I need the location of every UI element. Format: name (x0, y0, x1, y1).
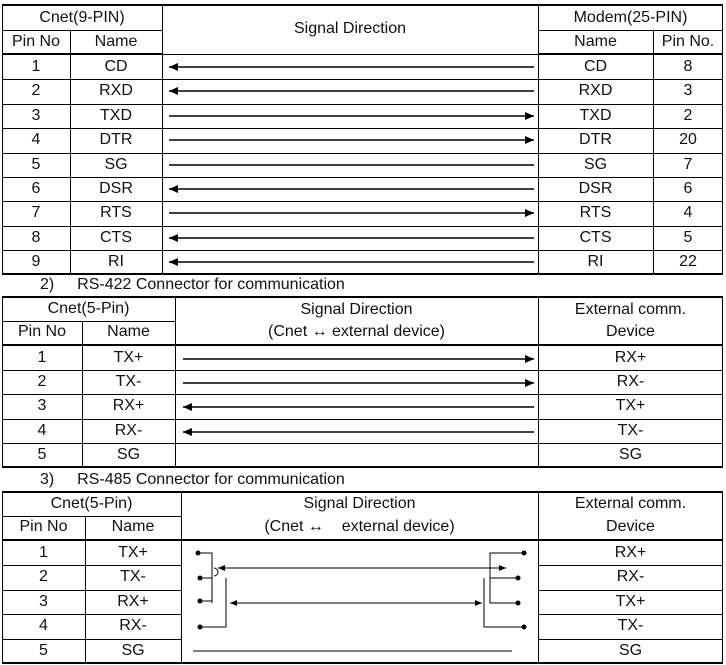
rs485-node-left-2 (198, 576, 203, 581)
rs485-name-header: Name (111, 518, 155, 535)
rs232-pin-no: 1 (31, 58, 41, 75)
rs232-name: TXD (100, 107, 132, 124)
rs485-external-subheader: Device (606, 518, 655, 535)
rs422-name: TX- (115, 373, 142, 390)
rs422-signal-direction-header: Signal Direction (300, 301, 413, 318)
rs485-pin-no: 3 (39, 593, 48, 610)
rs485-node-left-1 (196, 551, 201, 556)
rs232-modem-pin-no: 4 (683, 204, 693, 221)
rs485-right-bus-upper (490, 553, 524, 578)
rs232-modem-pin-no: 7 (683, 156, 693, 173)
rs422-external-signal: TX- (617, 422, 644, 439)
rs422-external-signal: TX+ (615, 397, 646, 414)
rs422-pin-no: 4 (37, 422, 47, 439)
rs422-external-signal: RX- (616, 373, 645, 390)
rs485-name: TX- (120, 568, 146, 585)
rs422-name: SG (116, 446, 141, 463)
rs485-node-right-3 (516, 601, 521, 606)
rs485-name: RX- (119, 617, 147, 634)
rs422-external-subheader: Device (606, 323, 655, 340)
rs232-name: RTS (100, 204, 132, 221)
rs232-modem-pin-no: 22 (679, 253, 697, 270)
rs232-modem-pin-no: 20 (679, 131, 697, 148)
rs232-modem-pin-no: 2 (683, 107, 693, 124)
rs232-name: DSR (99, 180, 133, 197)
rs422-signal-direction-subheader: (Cnet ↔ external device) (268, 323, 445, 340)
rs232-modem-name: CD (583, 58, 608, 75)
rs232-name: RI (108, 253, 124, 270)
rs232-modem-name: DSR (578, 180, 613, 197)
rs232-rname-header: Name (574, 33, 617, 50)
rs232-name: CD (104, 58, 128, 75)
rs485-external-signal: TX+ (615, 593, 646, 610)
rs422-caption-number: 2) (40, 276, 55, 293)
rs485-node-right-1 (522, 551, 527, 556)
rs422-pin-no: 5 (37, 446, 47, 463)
rs232-left-group-header: Cnet(9-PIN) (39, 9, 125, 26)
rs485-arrowhead-upper-right (499, 565, 506, 571)
rs485-right-bus-mid (490, 578, 518, 603)
rs485-left-group-header: Cnet(5-Pin) (50, 495, 133, 512)
rs485-pin-no: 1 (39, 544, 48, 561)
rs232-modem-name: DTR (579, 131, 612, 148)
rs485-external-signal: TX- (617, 617, 644, 634)
rs422-left-group-header: Cnet(5-Pin) (47, 300, 130, 317)
rs232-modem-name: SG (583, 156, 608, 173)
rs232-pin-no: 7 (31, 204, 41, 221)
rs232-modem-name: RTS (579, 204, 612, 221)
rs485-node-left-4 (198, 625, 203, 630)
rs232-name: SG (104, 156, 128, 173)
rs485-caption-number: 3) (40, 471, 55, 488)
rs232-modem-name: RXD (578, 82, 613, 99)
rs422-external-header: External comm. (574, 301, 687, 318)
rs485-left-bus-lower (200, 578, 226, 627)
rs485-arrowhead-lower-right (475, 600, 482, 606)
rs485-signal-direction-subheader: (Cnet ↔ external device) (264, 518, 455, 535)
rs485-pin-no-header: Pin No (19, 518, 68, 535)
rs485-external-signal: SG (618, 642, 643, 659)
rs485-external-header: External comm. (574, 495, 687, 512)
rs422-pin-no-header: Pin No (17, 323, 67, 340)
rs232-modem-pin-no: 8 (683, 58, 693, 75)
rs422-name: RX- (114, 422, 143, 439)
rs232-name: CTS (100, 229, 132, 246)
rs485-pin-no: 4 (39, 617, 48, 634)
rs232-modem-pin-no: 5 (683, 229, 693, 246)
rs232-right-group-header: Modem(25-PIN) (573, 9, 688, 26)
rs485-external-signal: RX+ (614, 544, 647, 561)
rs422-pin-no: 1 (37, 349, 47, 366)
rs485-pin-no: 5 (39, 642, 48, 659)
rs422-name-header: Name (107, 323, 150, 340)
rs232-pin-no: 2 (31, 82, 41, 99)
rs485-signal-direction-header: Signal Direction (303, 495, 416, 512)
rs422-external-signal: SG (618, 446, 643, 463)
rs485-arrowhead-upper-left (218, 565, 225, 571)
rs232-modem-name: CTS (579, 229, 612, 246)
rs232-pin-no: 9 (31, 253, 41, 270)
rs485-node-right-4 (522, 625, 527, 630)
rs232-pin-no: 8 (31, 229, 41, 246)
rs232-name: RXD (99, 82, 133, 99)
rs485-name: SG (121, 642, 145, 659)
rs232-pin-no-header: Pin No (11, 33, 61, 50)
rs485-node-left-3 (198, 599, 203, 604)
rs422-name: TX+ (113, 349, 144, 366)
rs232-modem-name: RI (587, 253, 604, 270)
rs485-arrowhead-lower-left (230, 600, 237, 606)
rs485-node-right-2 (516, 576, 521, 581)
rs232-pin-no: 4 (31, 131, 41, 148)
rs422-external-signal: RX+ (614, 349, 647, 366)
rs232-rpin-header: Pin No. (661, 33, 715, 50)
rs232-modem-name: TXD (579, 107, 612, 124)
rs485-name: RX+ (117, 593, 149, 610)
rs422-pin-no: 2 (37, 373, 47, 390)
rs232-pin-no: 5 (31, 156, 41, 173)
rs485-external-signal: RX- (616, 568, 645, 585)
rs232-name-header: Name (94, 33, 138, 50)
rs485-left-bus-rx (200, 568, 218, 601)
rs232-signal-direction-header: Signal Direction (293, 20, 407, 37)
rs485-left-bus-tx-plus (198, 553, 212, 578)
rs422-name: RX+ (112, 397, 145, 414)
rs232-name: DTR (99, 131, 133, 148)
rs232-pin-no: 6 (31, 180, 41, 197)
rs232-pin-no: 3 (31, 107, 41, 124)
rs485-pin-no: 2 (39, 568, 48, 585)
rs485-caption-text: RS-485 Connector for communication (77, 471, 345, 488)
rs422-pin-no: 3 (37, 397, 47, 414)
rs232-modem-pin-no: 3 (683, 82, 693, 99)
rs422-caption-text: RS-422 Connector for communication (77, 276, 345, 293)
rs485-name: TX+ (118, 544, 148, 561)
rs232-modem-pin-no: 6 (683, 180, 693, 197)
